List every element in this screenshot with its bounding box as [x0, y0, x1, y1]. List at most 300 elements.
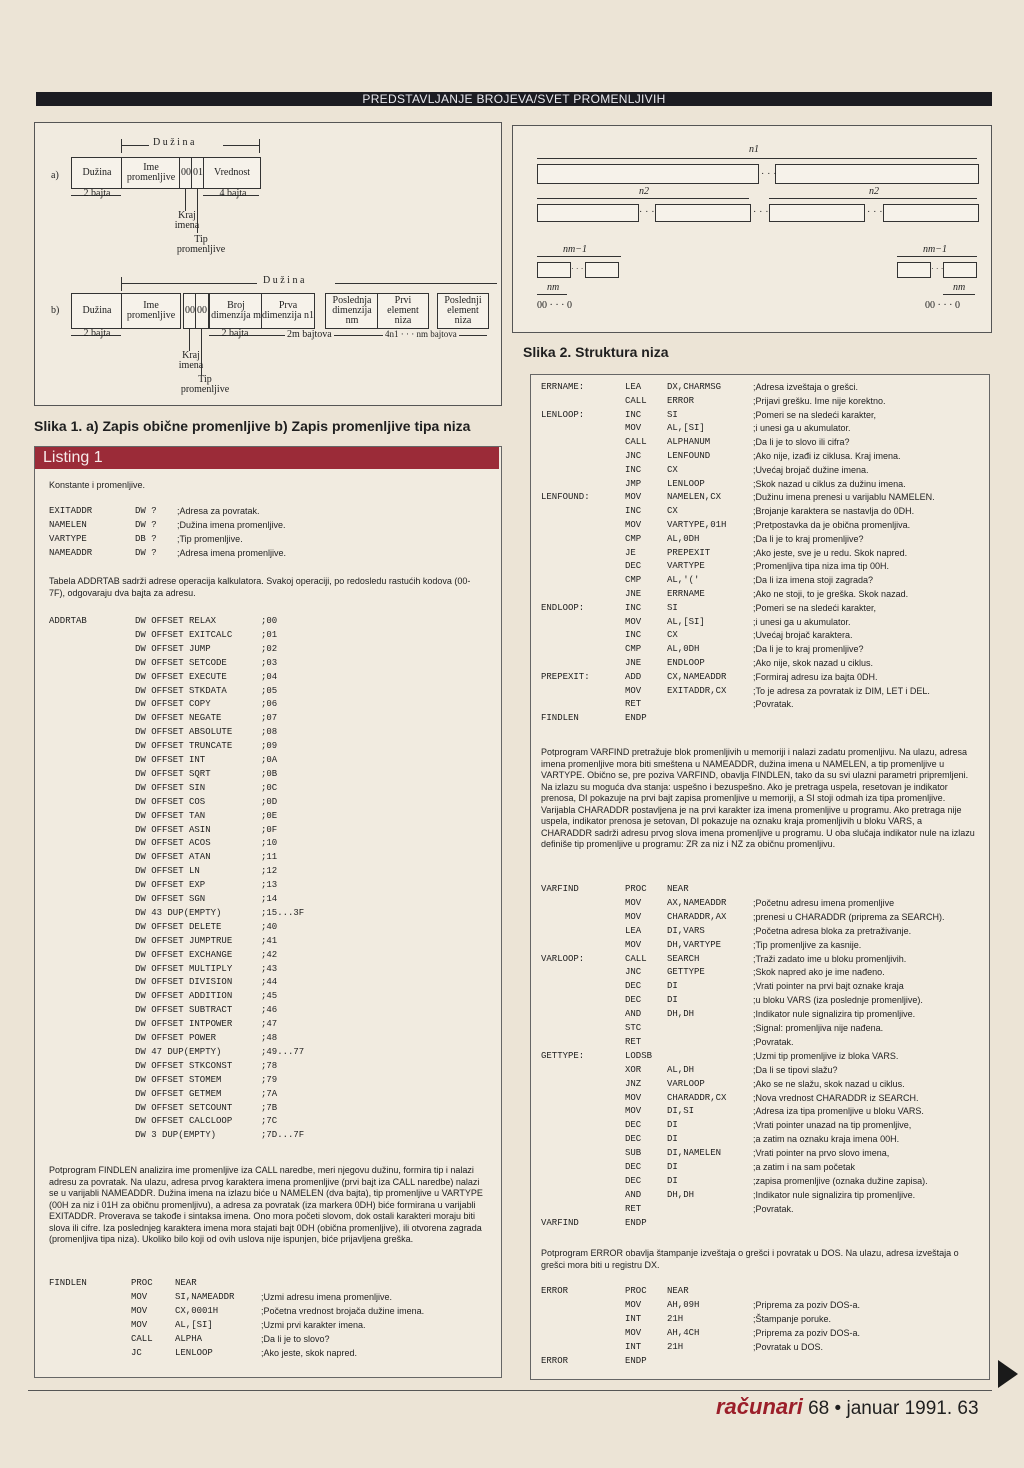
decl-line-col-1: DW ?	[135, 506, 157, 516]
code-line-col-3: ;Pomeri se na sledeći karakter,	[753, 602, 877, 613]
varfind-line-col-3: ;Traži zadato ime u bloku promenljivih.	[753, 953, 907, 964]
varfind-line-col-2: DI	[667, 1134, 678, 1145]
code-line-col-1: JNE	[625, 589, 642, 599]
varfind-line-col-3: ;Indikator nule signalizira tip promenljive.	[753, 1189, 916, 1200]
code-line-col-1: CALL	[625, 395, 647, 406]
code-line-col-2: DX,CHARMSG	[667, 382, 722, 392]
fig2-nm1-b: nm−1	[923, 244, 947, 255]
varfind-line-col-3: ;Početna adresa bloka za pretraživanje.	[753, 925, 912, 936]
varfind-line-col-1: MOV	[625, 911, 642, 922]
decl-line-col-2: ;Adresa za povratak.	[177, 506, 260, 516]
code-line-col-0: LENLOOP:	[541, 409, 585, 420]
code-line-col-2: VARTYPE,01H	[667, 520, 727, 530]
varfind-line-col-3: ;Da li se tipovi slažu?	[753, 1064, 838, 1075]
findlen-line-col-2: AL,[SI]	[175, 1320, 213, 1330]
fig2-row2-c	[769, 204, 865, 222]
code-line-col-3: ;Prijavi grešku. Ime nije korektno.	[753, 395, 886, 406]
varfind-line-col-1: DEC	[625, 1134, 642, 1145]
findlen-line-col-3: ;Početna vrednost brojača dužine imena.	[261, 1306, 425, 1316]
listing-1	[34, 446, 502, 1378]
fig2-row3-c	[897, 262, 931, 278]
addrtab-line-col-0: DW OFFSET INT	[135, 755, 206, 765]
varfind-line-col-1: AND	[625, 1009, 642, 1020]
issue-number: 68	[808, 1398, 830, 1419]
varfind-line-col-2: DI	[667, 1175, 678, 1186]
varfind-line-col-2: DI,NAMELEN	[667, 1148, 722, 1159]
varfind-line-col-1: MOV	[625, 1106, 642, 1117]
addrtab-line-col-0: DW OFFSET GETMEM	[135, 1088, 222, 1099]
page-footer	[716, 1394, 979, 1420]
fig2-row3-a	[537, 262, 571, 278]
fig1b-cell-ime: Ime promenljive	[121, 293, 181, 329]
addrtab-note: Tabela ADDRTAB sadrži adrese operacija kalkulatora. Svakoj operaciji, po redosledu rastućih kodova (00-7F), odgovaraju dva bajta za adresu.	[49, 576, 471, 598]
varfind-line-col-1: JNZ	[625, 1078, 642, 1089]
addrtab-line-col-1: ;42	[261, 949, 278, 960]
findlen-line-col-3: ;Uzmi prvi karakter imena.	[261, 1320, 366, 1330]
varfind-line-col-3: ;Nova vrednost CHARADDR iz SEARCH.	[753, 1092, 919, 1103]
addrtab-line-col-1: ;02	[261, 643, 278, 654]
fig2-zeros-a: 00 · · · 0	[537, 300, 572, 311]
varfind-line-col-3: ;Indikator nule signalizira tip promenljive.	[753, 1009, 916, 1020]
findlen-line-col-1: MOV	[131, 1292, 148, 1302]
code-line-col-1: MOV	[625, 520, 642, 530]
fig1b-label: b)	[51, 305, 60, 316]
fig2-dots-4: · · ·	[867, 206, 883, 217]
decl-line-col-0: EXITADDR	[49, 506, 93, 516]
fig2-dots-2: · · ·	[639, 206, 655, 217]
fig2-n1: n1	[749, 144, 759, 155]
findlen-line-col-2: SI,NAMEADDR	[175, 1292, 235, 1302]
varfind-line-col-3: ;Vrati pointer na prvi bajt oznake kraja	[753, 981, 904, 992]
addrtab-line-col-1: ;08	[261, 727, 278, 738]
code-line-col-0: FINDLEN	[541, 713, 579, 724]
addrtab-line-col-1: ;10	[261, 838, 278, 849]
fig1a-label: a)	[51, 170, 59, 181]
addrtab-line-col-0: DW OFFSET STKCONST	[135, 1060, 233, 1071]
fig2-row2-d	[883, 204, 979, 222]
findlen-line-col-1: PROC	[131, 1278, 153, 1288]
varfind-line-col-3: ;Povratak.	[753, 1203, 794, 1214]
error-line-col-2: 21H	[667, 1314, 684, 1324]
varfind-line-col-1: LEA	[625, 925, 642, 936]
addrtab-line-col-1: ;0E	[261, 810, 278, 821]
varfind-line-col-3: ;zapisa promenljive (oznaka dužine zapisa).	[753, 1175, 928, 1186]
varfind-line-col-2: AX,NAMEADDR	[667, 897, 727, 908]
fig1a-cell-01: 01	[191, 157, 205, 189]
findlen-line-col-2: NEAR	[175, 1278, 197, 1288]
error-line-col-2: 21H	[667, 1342, 684, 1352]
code-line-col-3: ;Formiraj adresu iza bajta 0DH.	[753, 671, 878, 682]
code-line-col-1: CALL	[625, 437, 647, 448]
code-line-col-3: ;Uvećaj brojač karaktera.	[753, 630, 853, 641]
addrtab-line-col-1: ;03	[261, 657, 278, 668]
magazine-name: računari	[716, 1394, 803, 1419]
decl-line-col-2: ;Adresa imena promenljive.	[177, 548, 287, 558]
error-line-col-1: MOV	[625, 1328, 642, 1338]
varfind-line-col-1: PROC	[625, 884, 647, 894]
decl-line-col-0: NAMEADDR	[49, 548, 93, 558]
fig1b-cell-00a: 00	[183, 293, 197, 329]
code-line-col-3: ;Da li je to slovo ili cifra?	[753, 437, 850, 448]
addrtab-line-col-0: DW OFFSET CALCLOOP	[135, 1116, 233, 1127]
code-line-col-3: ;i unesi ga u akumulator.	[753, 616, 851, 627]
code-line-col-3: ;Brojanje karaktera se nastavlja do 0DH.	[753, 506, 915, 517]
fig2-dots-1: · · ·	[761, 168, 777, 179]
error-line-col-2: NEAR	[667, 1286, 689, 1296]
code-line-col-3: ;Da li iza imena stoji zagrada?	[753, 575, 874, 586]
fig1b-cell-broj: Broj dimenzija m	[209, 293, 263, 329]
fig1b-cell-poslednji: Poslednji element niza	[437, 293, 489, 329]
fig1b-span-m: 2m bajtova	[287, 329, 332, 340]
code-line-col-3: ;i unesi ga u akumulator.	[753, 423, 851, 434]
error-line-col-3: ;Priprema za poziv DOS-a.	[753, 1300, 861, 1310]
figure-2	[512, 125, 992, 333]
varfind-line-col-2: CHARADDR,CX	[667, 1092, 727, 1103]
addrtab-line-col-1: ;11	[261, 852, 278, 863]
varfind-note: Potprogram VARFIND pretražuje blok promenljivih u memoriji i nalazi zadatu promenljivu. Na ulazu, adresa imena promenljive mora biti smeštena u NAMEADDR, dužina imena u NAMELEN, a tip promenljive u VARTYPE. Obično se, pre poziva VARFIND, obavlja FINDLEN, tako da su svi ulazni parametri pripremljeni. Na izlazu su moguća dva stanja: uspešno i bezuspešno. Ako je pretraga uspela, resetovan je indikator prenosa, DI pokazuje na prvi bajt zapisa promenljive u memoriji, a SI stoji odmah iza tipa promenljive. Varijabla CHARADDR postavljena je na prvi karakter iza imena promenljive u programu. Ako pretraga nije uspela, indikator prenosa je setovan, DI pokazuje na oznaku kraja promenljivih u bloku VARS, a CHARADDR sadrži adresu prvog slova imena promenljive u programu. U oba slučaja indikator nule na izlazu definiše tip promenljive u programu: ZR za niz i NZ za običnu promenljivu.	[541, 747, 975, 849]
varfind-line-col-3: ;Početnu adresu imena promenljive	[753, 897, 895, 908]
code-line-col-2: AL,'('	[667, 575, 700, 586]
addrtab-line-col-0: DW OFFSET LN	[135, 866, 200, 877]
fig1a-cell-duzina: Dužina	[71, 157, 123, 189]
code-line-col-2: CX	[667, 506, 678, 517]
code-line-col-3: ;Adresa izveštaja o grešci.	[753, 382, 859, 392]
addrtab-line-col-0: DW OFFSET SUBTRACT	[135, 1005, 233, 1016]
varfind-line-col-1: ENDP	[625, 1217, 647, 1228]
fig1a-cell-00: 00	[179, 157, 193, 189]
addrtab-line-col-0: DW OFFSET COPY	[135, 699, 211, 710]
varfind-line-col-1: AND	[625, 1189, 642, 1200]
varfind-line-col-3: ;a zatim i na sam početak	[753, 1162, 856, 1172]
fig1a-tip: Tip promenljive	[176, 234, 226, 255]
fig1a-bajta4: 4 bajta	[219, 188, 247, 199]
code-line-col-2: CX,NAMEADDR	[667, 671, 727, 682]
fig1a-duzina: D u ž i n a	[153, 137, 195, 148]
addrtab-line-col-0: DW OFFSET SETCODE	[135, 657, 227, 668]
fig2-n2-a: n2	[639, 186, 649, 197]
code-line-col-1: ADD	[625, 671, 642, 682]
code-line-col-3: ;Povratak.	[753, 699, 794, 710]
error-note: Potprogram ERROR obavlja štampanje izveštaja o grešci i povratak u DOS. Na ulazu, adresa izveštaja o grešci mora biti u registru DX.	[541, 1248, 959, 1270]
addrtab-line-col-1: ;06	[261, 699, 278, 710]
fig1a-kraj: Kraj imena	[174, 210, 200, 231]
fig2-dots-5: · · ·	[571, 264, 584, 273]
addrtab-line-col-1: ;0D	[261, 796, 278, 807]
addrtab-line-col-0: DW 3 DUP(EMPTY)	[135, 1130, 217, 1141]
error-line-col-0: ERROR	[541, 1286, 569, 1296]
fig1b-bajta2b: 2 bajta	[221, 328, 249, 339]
error-line-col-3: ;Štampanje poruke.	[753, 1314, 832, 1324]
code-line-col-2: ERROR	[667, 395, 695, 406]
code-line-col-3: ;Pomeri se na sledeći karakter,	[753, 409, 877, 420]
varfind-line-col-1: RET	[625, 1036, 642, 1047]
varfind-line-col-2: DI	[667, 1162, 678, 1172]
issue-date: januar 1991.	[846, 1398, 953, 1419]
varfind-line-col-3: ;Skok napred ako je ime nađeno.	[753, 967, 885, 978]
findlen-note: Potprogram FINDLEN analizira ime promenljive iza CALL naredbe, meri njegovu dužinu, formira tip i nalazi adresu za povratak. Na ulazu, adresa prvog karaktera imena promenljive (prvi bajt iza CALL naredbe) nalazi se u varijabli NAMEADDR. Dužina imena na izlazu biće u NAMELEN (dva bajta), tip promenljive u VARTYPE (00H za niz i 01H za običnu promenljivu), a adresa za povratak (iza markera 0DH) biće formirana u varijabli EXITADDR. Proverava se takođe i sintaksa imena. Ono mora početi slovom, dok ostali karakteri moraju biti slova ili cifre. Iza poslednjeg karaktera imena mora stajati bajt 0DH (obična promenljive), ili otvorena zagrada (promenljiva tipa niza). Ukoliko bilo koji od ovih uslova nije ispunjen, biće prijavljena greška.	[49, 1165, 483, 1244]
code-line-col-2: ENDLOOP	[667, 658, 705, 668]
addrtab-line-col-0: DW OFFSET ATAN	[135, 852, 211, 863]
figure-1-caption: Slika 1. a) Zapis obične promenljive b) Zapis promenljive tipa niza	[34, 418, 471, 434]
addrtab-line-col-1: ;46	[261, 1005, 278, 1016]
varfind-line-col-2: SEARCH	[667, 953, 700, 964]
code-line-col-1: DEC	[625, 561, 642, 572]
code-line-col-0: ENDLOOP:	[541, 602, 585, 613]
code-line-col-2: CX	[667, 464, 678, 475]
code-line-col-3: ;Da li je to kraj promenljive?	[753, 644, 864, 655]
figure-1	[34, 122, 502, 406]
addrtab-line-col-1: ;13	[261, 880, 278, 891]
addrtab-line-col-1: ;40	[261, 921, 278, 932]
code-line-col-0: LENFOUND:	[541, 492, 590, 503]
fig1b-cell-prva: Prva dimenzija n1	[261, 293, 315, 329]
findlen-line-col-3: ;Da li je to slovo?	[261, 1334, 330, 1344]
decl-line-col-2: ;Tip promenljive.	[177, 534, 243, 544]
varfind-line-col-2: DI	[667, 995, 678, 1006]
fig1b-tip: Tip promenljive	[180, 374, 230, 395]
code-line-col-3: ;Ako nije, skok nazad u ciklus.	[753, 658, 874, 668]
error-line-col-2: AH,4CH	[667, 1328, 700, 1338]
addrtab-line-col-1: ;0A	[261, 755, 278, 765]
code-line-col-1: CMP	[625, 644, 642, 655]
addrtab-line-col-1: ;09	[261, 741, 278, 752]
code-line-col-3: ;Da li je to kraj promenljive?	[753, 533, 864, 544]
addrtab-line-col-0: DW 47 DUP(EMPTY)	[135, 1046, 222, 1057]
addrtab-line-col-0: DW OFFSET ACOS	[135, 838, 211, 849]
addrtab-line-col-1: ;49...77	[261, 1046, 305, 1057]
code-line-col-3: ;Pretpostavka da je obična promenljiva.	[753, 520, 911, 530]
addrtab-line-col-0: DW OFFSET EXECUTE	[135, 671, 227, 682]
varfind-line-col-1: DEC	[625, 1175, 642, 1186]
varfind-line-col-2: DH,DH	[667, 1009, 695, 1020]
code-line-col-2: ALPHANUM	[667, 437, 711, 448]
addrtab-line-col-1: ;41	[261, 935, 278, 946]
findlen-line-col-1: JC	[131, 1348, 142, 1358]
addrtab-line-col-1: ;7D...7F	[261, 1130, 305, 1141]
addrtab-line-col-1: ;7B	[261, 1102, 278, 1113]
code-line-col-1: MOV	[625, 616, 642, 627]
error-line-col-1: MOV	[625, 1300, 642, 1310]
code-line-col-1: INC	[625, 506, 642, 517]
code-line-col-1: JMP	[625, 478, 642, 489]
section-header: PREDSTAVLJANJE BROJEVA/SVET PROMENLJIVIH	[36, 92, 992, 106]
listing-intro: Konstante i promenljive.	[49, 480, 146, 490]
varfind-line-col-0: VARFIND	[541, 1217, 579, 1228]
error-line-col-2: AH,09H	[667, 1300, 700, 1310]
addrtab-line-col-0: DW OFFSET DELETE	[135, 921, 222, 932]
code-line-col-2: PREPEXIT	[667, 547, 711, 558]
varfind-line-col-0: VARLOOP:	[541, 953, 585, 964]
varfind-line-col-2: DH,DH	[667, 1189, 695, 1200]
error-line-col-3: ;Povratak u DOS.	[753, 1342, 824, 1352]
varfind-line-col-1: CALL	[625, 953, 647, 964]
code-line-col-1: JNE	[625, 658, 642, 668]
code-line-col-2: AL,[SI]	[667, 423, 705, 434]
code-line-col-2: SI	[667, 602, 678, 613]
fig1a-bajta2: 2 bajta	[83, 188, 111, 199]
error-line-col-1: INT	[625, 1314, 642, 1324]
addrtab-line-col-0: DW OFFSET COS	[135, 796, 206, 807]
varfind-line-col-2: DH,VARTYPE	[667, 939, 722, 950]
addrtab-line-col-1: ;48	[261, 1033, 278, 1043]
code-line-col-1: INC	[625, 464, 642, 475]
fig2-nm1-a: nm−1	[563, 244, 587, 255]
findlen-line-col-1: MOV	[131, 1320, 148, 1330]
fig2-row1-a	[537, 164, 759, 184]
fig2-row2-a	[537, 204, 639, 222]
addrtab-line-col-1: ;0B	[261, 768, 278, 779]
error-line-col-1: PROC	[625, 1286, 647, 1296]
decl-line-col-1: DB ?	[135, 534, 157, 544]
code-line-col-0: PREPEXIT:	[541, 671, 590, 682]
decl-line-col-0: NAMELEN	[49, 520, 87, 530]
code-line-col-2: ERRNAME	[667, 589, 705, 599]
addrtab-line-col-0: DW OFFSET MULTIPLY	[135, 963, 233, 974]
code-line-col-1: CMP	[625, 533, 642, 544]
code-line-col-2: LENFOUND	[667, 451, 711, 461]
error-line-col-1: INT	[625, 1342, 642, 1352]
addrtab-line-col-0: DW OFFSET NEGATE	[135, 713, 222, 724]
code-line-col-0: ERRNAME:	[541, 382, 585, 392]
varfind-line-col-1: MOV	[625, 939, 642, 950]
code-line-col-1: JE	[625, 547, 636, 558]
code-line-col-3: ;To je adresa za povratak iz DIM, LET i DEL.	[753, 685, 930, 696]
varfind-line-col-2: DI	[667, 1120, 678, 1131]
addrtab-line-col-0: DW OFFSET EXCHANGE	[135, 949, 233, 960]
code-line-col-2: SI	[667, 409, 678, 420]
code-line-col-3: ;Dužinu imena prenesi u varijablu NAMELEN.	[753, 492, 935, 503]
varfind-line-col-3: ;Vrati pointer na prvo slovo imena,	[753, 1148, 890, 1159]
addrtab-line-col-1: ;45	[261, 991, 278, 1002]
fig1b-cell-00b: 00	[195, 293, 209, 329]
fig2-dots-3: · · ·	[753, 206, 769, 217]
varfind-line-col-2: NEAR	[667, 884, 689, 894]
fig1b-cell-duzina: Dužina	[71, 293, 123, 329]
addrtab-line-col-0: DW OFFSET ABSOLUTE	[135, 727, 233, 738]
listing-continued	[530, 374, 990, 1380]
fig1a-cell-ime: Ime promenljive	[121, 157, 181, 189]
fig1b-bajta2a: 2 bajta	[83, 328, 111, 339]
addrtab-line-col-0: DW OFFSET INTPOWER	[135, 1019, 233, 1030]
addrtab-line-col-1: ;04	[261, 671, 278, 682]
fig2-row2-b	[655, 204, 751, 222]
code-line-col-1: INC	[625, 602, 642, 613]
varfind-line-col-2: DI,SI	[667, 1106, 695, 1117]
code-line-col-3: ;Ako jeste, sve je u redu. Skok napred.	[753, 547, 908, 558]
addrtab-line-col-0: DW OFFSET TRUNCATE	[135, 741, 233, 752]
varfind-line-col-3: ;prenesi u CHARADDR (priprema za SEARCH).	[753, 911, 945, 922]
code-line-col-3: ;Ako ne stoji, to je greška. Skok nazad.	[753, 589, 909, 599]
decl-line-col-2: ;Dužina imena promenljive.	[177, 520, 286, 530]
addrtab-line-col-0: DW 43 DUP(EMPTY)	[135, 907, 222, 918]
listing-title: Listing 1	[35, 447, 499, 469]
code-line-col-2: EXITADDR,CX	[667, 685, 727, 696]
addrtab-line-col-1: ;79	[261, 1074, 278, 1085]
footer-bullet: •	[834, 1398, 842, 1419]
varfind-line-col-0: GETTYPE:	[541, 1050, 585, 1061]
varfind-line-col-2: VARLOOP	[667, 1078, 705, 1089]
addrtab-line-col-1: ;14	[261, 894, 278, 904]
addrtab-line-col-0: DW OFFSET TAN	[135, 810, 206, 821]
addrtab-line-col-1: ;05	[261, 685, 278, 696]
next-page-arrow-icon	[998, 1360, 1018, 1388]
addrtab-line-col-0: DW OFFSET ASIN	[135, 824, 211, 835]
varfind-line-col-2: GETTYPE	[667, 967, 705, 978]
code-line-col-2: VARTYPE	[667, 561, 705, 572]
addrtab-line-col-1: ;12	[261, 866, 278, 877]
addrtab-line-col-1: ;0C	[261, 782, 278, 793]
varfind-line-col-3: ;Signal: promenljiva nije nađena.	[753, 1023, 884, 1033]
decl-line-col-0: VARTYPE	[49, 534, 87, 544]
fig2-row3-d	[943, 262, 977, 278]
code-line-col-1: INC	[625, 409, 642, 420]
code-line-col-1: RET	[625, 699, 642, 710]
findlen-line-col-2: LENLOOP	[175, 1348, 213, 1358]
fig2-row1-b	[775, 164, 979, 184]
code-line-col-1: LEA	[625, 382, 642, 392]
varfind-line-col-1: STC	[625, 1023, 642, 1033]
varfind-line-col-3: ;Uzmi tip promenljive iz bloka VARS.	[753, 1050, 899, 1061]
addrtab-line-col-1: ;0F	[261, 824, 278, 835]
code-line-col-2: CX	[667, 630, 678, 641]
varfind-line-col-1: RET	[625, 1203, 642, 1214]
findlen-line-col-0: FINDLEN	[49, 1278, 87, 1288]
addrtab-line-col-0: DW OFFSET STOMEM	[135, 1074, 222, 1085]
code-line-col-1: JNC	[625, 451, 642, 461]
page-number: 63	[957, 1398, 979, 1419]
varfind-line-col-1: DEC	[625, 995, 642, 1006]
addrtab-line-col-0: DW OFFSET EXP	[135, 880, 206, 891]
code-line-col-3: ;Promenljiva tipa niza ima tip 00H.	[753, 561, 890, 572]
varfind-line-col-1: DEC	[625, 1120, 642, 1131]
varfind-line-col-1: MOV	[625, 897, 642, 908]
findlen-line-col-3: ;Ako jeste, skok napred.	[261, 1348, 358, 1358]
addrtab-line-col-1: ;78	[261, 1060, 278, 1071]
addrtab-line-col-1: ;43	[261, 963, 278, 974]
varfind-line-col-3: ;Adresa iza tipa promenljive u bloku VARS.	[753, 1106, 924, 1117]
addrtab-line-col-0: DW OFFSET RELAX	[135, 616, 217, 626]
code-line-col-1: ENDP	[625, 713, 647, 724]
fig2-dots-6: · · ·	[931, 264, 944, 273]
findlen-line-col-1: MOV	[131, 1306, 148, 1316]
code-line-col-2: AL,[SI]	[667, 616, 705, 627]
error-line-col-3: ;Priprema za poziv DOS-a.	[753, 1328, 861, 1338]
error-line-col-1: ENDP	[625, 1356, 647, 1366]
addrtab-line-col-1: ;7C	[261, 1116, 278, 1127]
addrtab-line-col-0: DW OFFSET JUMP	[135, 643, 211, 654]
varfind-line-col-2: DI	[667, 981, 678, 992]
varfind-line-col-0: VARFIND	[541, 884, 579, 894]
addrtab-line-col-1: ;01	[261, 629, 278, 640]
code-line-col-2: AL,0DH	[667, 644, 700, 655]
fig1b-kraj: Kraj imena	[178, 350, 204, 371]
varfind-line-col-1: DEC	[625, 981, 642, 992]
code-line-col-1: CMP	[625, 575, 642, 586]
fig2-n2-b: n2	[869, 186, 879, 197]
varfind-line-col-1: JNC	[625, 967, 642, 978]
figure-2-caption: Slika 2. Struktura niza	[523, 344, 669, 360]
addrtab-line-col-1: ;00	[261, 616, 278, 626]
addrtab-line-col-0: DW OFFSET SETCOUNT	[135, 1102, 233, 1113]
addrtab-line-col-0: DW OFFSET EXITCALC	[135, 629, 233, 640]
addrtab-line-col-1: ;7A	[261, 1088, 278, 1099]
addrtab-line-col-0: DW OFFSET JUMPTRUE	[135, 935, 233, 946]
varfind-line-col-1: DEC	[625, 1162, 642, 1172]
code-line-col-3: ;Ako nije, izađi iz ciklusa. Kraj imena.	[753, 451, 901, 461]
error-line-col-0: ERROR	[541, 1356, 569, 1366]
code-line-col-2: AL,0DH	[667, 533, 700, 544]
varfind-line-col-2: AL,DH	[667, 1064, 695, 1075]
